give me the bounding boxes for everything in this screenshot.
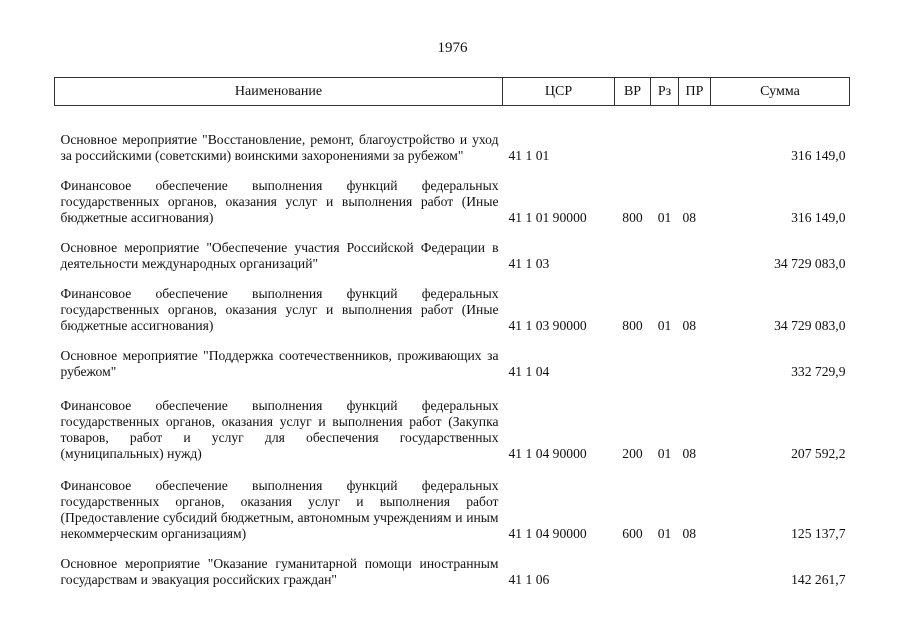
row-sum: 207 592,2 [791,445,846,461]
row-pr: 08 [682,445,697,461]
table-header-row [55,78,850,106]
row-csr: 41 1 04 [508,363,550,379]
row-name: Финансовое обеспечение выполнения функций федеральных государственных органов, оказания услуг и выполнения работ (Закупка товаров, работ и услуг для обеспечения государственных (муниципальных) нужд) [60,397,499,461]
table-row [55,272,850,334]
table-row [55,542,850,588]
row-vr: 600 [622,525,643,541]
row-csr: 41 1 01 [508,147,550,163]
header-pr: ПР [679,78,711,106]
table-row [55,380,850,462]
row-pr [679,226,711,272]
row-sum: 316 149,0 [791,209,846,225]
row-pr [679,542,711,588]
row-csr: 41 1 03 90000 [508,317,587,333]
row-name: Финансовое обеспечение выполнения функций федеральных государственных органов, оказания услуг и выполнения работ (Иные бюджетные ассигнования) [60,285,499,333]
row-name: Финансовое обеспечение выполнения функций федеральных государственных органов, оказания услуг и выполнения работ (Предоставление субсидий бюджетным, автономным учреждениям и иным некоммерческим организациям) [60,477,499,541]
table-row [55,164,850,226]
row-rz [651,334,679,380]
row-sum: 316 149,0 [791,147,846,163]
row-vr: 800 [622,209,643,225]
row-vr [615,106,651,164]
row-name: Финансовое обеспечение выполнения функций федеральных государственных органов, оказания услуг и выполнения работ (Иные бюджетные ассигнования) [60,177,499,225]
header-rz: Рз [651,78,679,106]
row-name: Основное мероприятие "Обеспечение участия Российской Федерации в деятельности международных организаций" [60,239,499,271]
row-pr [679,334,711,380]
row-pr: 08 [682,317,697,333]
row-vr [615,226,651,272]
row-csr: 41 1 03 [508,255,550,271]
header-name: Наименование [55,78,503,106]
budget-table [54,77,850,588]
page-number: 1976 [437,40,468,56]
row-name: Основное мероприятие "Оказание гуманитарной помощи иностранным государствам и эвакуация российских граждан" [60,555,499,587]
row-vr: 200 [622,445,643,461]
table-row [55,462,850,542]
row-rz [651,542,679,588]
table-row [55,334,850,380]
row-rz: 01 [657,445,672,461]
row-vr [615,334,651,380]
row-csr: 41 1 06 [508,571,550,587]
row-pr [679,106,711,164]
table-row [55,106,850,164]
row-sum: 332 729,9 [791,363,846,379]
row-sum: 34 729 083,0 [774,317,846,333]
row-pr: 08 [682,525,697,541]
table-row [55,226,850,272]
row-csr: 41 1 04 90000 [508,445,587,461]
row-vr [615,542,651,588]
row-vr: 800 [622,317,643,333]
row-sum: 34 729 083,0 [774,255,846,271]
header-csr: ЦСР [503,78,615,106]
row-csr: 41 1 04 90000 [508,525,587,541]
row-rz: 01 [657,317,672,333]
row-rz: 01 [657,525,672,541]
header-sum: Сумма [711,78,850,106]
row-csr: 41 1 01 90000 [508,209,587,225]
row-rz [651,106,679,164]
row-rz [651,226,679,272]
row-pr: 08 [682,209,697,225]
header-vr: ВР [615,78,651,106]
row-sum: 142 261,7 [791,571,846,587]
row-rz: 01 [657,209,672,225]
row-name: Основное мероприятие "Поддержка соотечественников, проживающих за рубежом" [60,347,499,379]
row-sum: 125 137,7 [791,525,846,541]
row-name: Основное мероприятие "Восстановление, ремонт, благоустройство и уход за российскими (советскими) воинскими захоронениями за рубежом" [60,131,499,163]
